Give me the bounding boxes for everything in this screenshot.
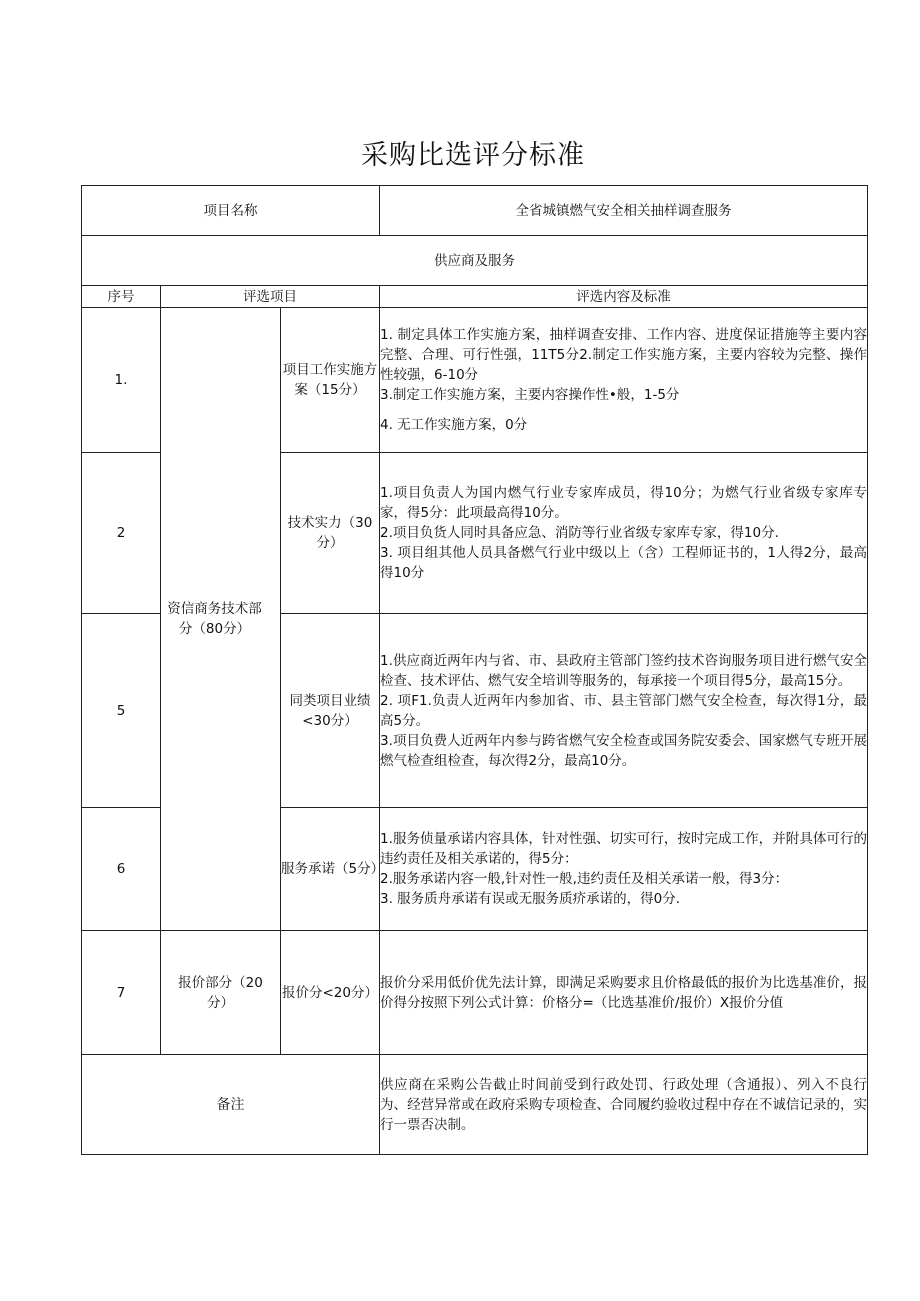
remarks-text: 供应商在采购公告截止时间前受到行政处罚、行政处理（含通报）、列入不良行为、经营异常或在政府采购专项检查、合同履约验收过程中存在不诚信记录的，实行一票否决制。 [380,1055,868,1155]
criteria-line: 3.制定工作实施方案，主要内容操作性•般，1-5分 [380,387,680,403]
row-subitem: 项目工作实施方案（15分） [281,308,380,453]
row-seq: 6 [82,808,161,931]
row-criteria [380,614,868,808]
row-seq: 5 [82,614,161,808]
criteria-line: 2.服务承诺内容一般,针对性一般,违约责任及相关承诺一般，得3分： [380,871,789,887]
project-name-label: 项目名称 [82,186,380,236]
row-subitem: 报价分<20分） [281,931,380,1055]
column-header-item: 评选项目 [161,286,380,308]
row-seq: 7 [82,931,161,1055]
row-seq: 1. [82,308,161,453]
criteria-line: 3. 项目组其他人员具备燃气行业中级以上（含）工程师证书的，1人得2分，最高得10分 [380,545,868,581]
row-subitem: 服务承诺（5分） [281,808,380,931]
criteria-line: 2.项目负货人同时具备应急、消防等行业省级专家库专家，得10分. [380,525,779,541]
row-criteria [380,453,868,614]
row-subitem: 技术实力（30分） [281,453,380,614]
table-row [82,931,868,1055]
criteria-line: 1. 制定具体工作实施方案，抽样调查安排、工作内容、进度保证措施等主要内容完整、合理、可行性强，11T5分2.制定工作实施方案，主要内容较为完整、操作性较强，6-10分 [380,327,868,383]
row-subitem: 同类项目业绩<30分） [281,614,380,808]
criteria-line: 报价分采用低价优先法计算，即满足采购要求且价格最低的报价为比选基准价，报价得分按照下列公式计算：价格分=（比选基准价/报价）X报价分值 [380,974,868,1011]
row-criteria [380,308,868,453]
section-title-row [82,236,868,286]
criteria-line: 3. 服务质舟承诺有误或无服务质疥承诺的，得0分. [380,891,681,907]
project-name-row [82,186,868,236]
row-criteria [380,808,868,931]
criteria-line: 2. 项F1.负责人近两年内参加省、市、县主管部门燃气安全检查，每次得1分，最高5分。 [380,692,868,729]
criteria-line: 3.项目负费人近两年内参与跨省燃气安全检查或国务院安委会、国家燃气专班开展燃气检查组检查，每次得2分，最高10分。 [380,732,868,769]
remarks-label: 备注 [82,1055,380,1155]
row-seq: 2 [82,453,161,614]
document-title: 采购比选评分标准 [361,140,585,171]
remarks-row [82,1055,868,1155]
column-header-criteria: 评选内容及标准 [380,286,868,308]
criteria-line: 1.供应商近两年内与省、市、县政府主管部门签约技术咨询服务项目进行燃气安全检查、技术评估、燃气安全培训等服务的，每承接一个项目得5分，最高15分。 [380,652,868,689]
project-name-value: 全省城镇燃气安全相关抽样调查服务 [380,186,868,236]
row-criteria [380,931,868,1055]
scoring-table [81,185,868,1155]
criteria-line: 1.服务侦量承诺内容具体，针对性强、切实可行，按时完成工作，并附具体可行的违约责任及相关承诺的，得5分： [380,831,868,867]
group-qualification: 资信商务技术部分（80分） [161,308,281,931]
criteria-line: 1.项目负责人为国内燃气行业专家库成员，得10分；为燃气行业省级专家库专家，得5分：此项最高得10分。 [380,485,868,521]
table-row [82,308,868,453]
column-header-row [82,286,868,308]
criteria-line: 4. 无工作实施方案，0分 [380,417,528,433]
group-price: 报价部分（20分） [161,931,281,1055]
column-header-seq: 序号 [82,286,161,308]
section-title: 供应商及服务 [82,236,868,286]
